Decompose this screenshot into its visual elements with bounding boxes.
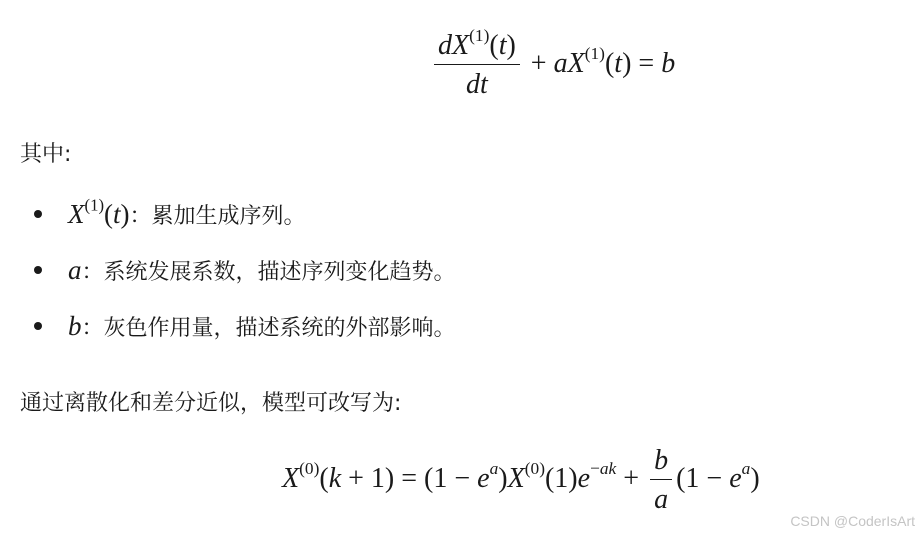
equation-lhs: $X^{(0)}(k + 1)$ [282, 458, 395, 494]
symbol-x1t: $X^{(1)}(t)$ [68, 194, 130, 229]
symbol-b: b [68, 310, 82, 341]
paragraph-rewrite: 通过离散化和差分近似，模型可改写为: [20, 391, 402, 416]
list-item [34, 298, 456, 354]
fraction-denominator: a [654, 484, 669, 515]
equation-rest: + $aX^{(1)}(t) = b$ [530, 43, 676, 79]
equation-differential [430, 25, 676, 101]
list-item-description: ：累加生成序列。 [129, 203, 306, 229]
list-item [34, 242, 456, 298]
definition-list [34, 186, 456, 354]
watermark: CSDN @CoderIsArt [790, 513, 915, 529]
list-item-description: ：系统发展系数，描述序列变化趋势。 [81, 259, 456, 285]
fraction-numerator: $dX^{(1)}(t)$ [434, 30, 520, 65]
equation-rhs-part2: $(1 - e^a)$ [676, 458, 760, 494]
equation-rhs-part1: $(1 - e^a)X^{(0)}(1)e^{-ak}$ [424, 458, 617, 494]
list-item [34, 186, 456, 242]
bullet-icon [34, 210, 42, 218]
symbol-a: a [68, 254, 82, 285]
fraction-denominator: dt [466, 69, 488, 100]
fraction-numerator: b [650, 445, 672, 480]
equation-fraction [434, 25, 520, 101]
equation-fraction [650, 445, 672, 516]
paragraph-where: 其中: [20, 142, 72, 167]
list-item-description: ：灰色作用量，描述系统的外部影响。 [81, 315, 456, 341]
bullet-icon [34, 322, 42, 330]
bullet-icon [34, 266, 42, 274]
equation-discrete: $X^{(0)}(k + 1) = (1 - e^a)X^{(0)}(1)e^{-ak}$ + $\frac{b}{a}$ $(1 - e^a)$ [282, 445, 760, 515]
